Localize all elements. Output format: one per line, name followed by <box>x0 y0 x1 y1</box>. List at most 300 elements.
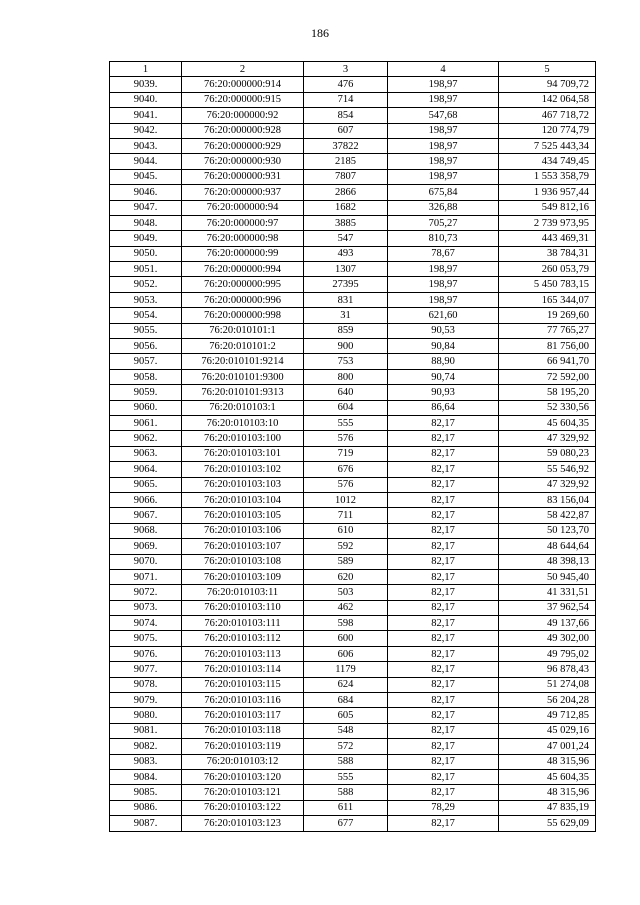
rate-cell: 198,97 <box>388 77 499 92</box>
value-cell: 58 422,87 <box>499 508 596 523</box>
row-number-cell: 9069. <box>110 539 182 554</box>
area-cell: 2866 <box>304 185 388 200</box>
cadastral-number-cell: 76:20:010103:101 <box>182 446 304 461</box>
rate-cell: 82,17 <box>388 816 499 831</box>
row-number-cell: 9076. <box>110 646 182 661</box>
table-row <box>110 446 596 461</box>
row-number-cell: 9042. <box>110 123 182 138</box>
row-number-cell: 9048. <box>110 215 182 230</box>
table-row <box>110 600 596 615</box>
area-cell: 714 <box>304 92 388 107</box>
rate-cell: 675,84 <box>388 185 499 200</box>
value-cell: 7 525 443,34 <box>499 138 596 153</box>
table-row <box>110 369 596 384</box>
area-cell: 624 <box>304 677 388 692</box>
table-row <box>110 185 596 200</box>
rate-cell: 82,17 <box>388 754 499 769</box>
row-number-cell: 9051. <box>110 262 182 277</box>
rate-cell: 198,97 <box>388 154 499 169</box>
row-number-cell: 9062. <box>110 431 182 446</box>
rate-cell: 90,93 <box>388 385 499 400</box>
cadastral-number-cell: 76:20:000000:92 <box>182 108 304 123</box>
table-row <box>110 816 596 831</box>
value-cell: 48 398,13 <box>499 554 596 569</box>
rate-cell: 82,17 <box>388 739 499 754</box>
value-cell: 77 765,27 <box>499 323 596 338</box>
row-number-cell: 9078. <box>110 677 182 692</box>
cadastral-number-cell: 76:20:010103:109 <box>182 569 304 584</box>
rate-cell: 82,17 <box>388 539 499 554</box>
row-number-cell: 9061. <box>110 415 182 430</box>
value-cell: 49 137,66 <box>499 616 596 631</box>
cadastral-number-cell: 76:20:000000:996 <box>182 292 304 307</box>
rate-cell: 90,53 <box>388 323 499 338</box>
table-row <box>110 277 596 292</box>
row-number-cell: 9066. <box>110 492 182 507</box>
rate-cell: 78,29 <box>388 800 499 815</box>
rate-cell: 198,97 <box>388 292 499 307</box>
row-number-cell: 9074. <box>110 616 182 631</box>
rate-cell: 82,17 <box>388 631 499 646</box>
row-number-cell: 9052. <box>110 277 182 292</box>
area-cell: 711 <box>304 508 388 523</box>
area-cell: 462 <box>304 600 388 615</box>
cadastral-number-cell: 76:20:010103:12 <box>182 754 304 769</box>
cadastral-number-cell: 76:20:000000:99 <box>182 246 304 261</box>
area-cell: 854 <box>304 108 388 123</box>
value-cell: 59 080,23 <box>499 446 596 461</box>
column-header-3: 3 <box>304 62 388 77</box>
area-cell: 800 <box>304 369 388 384</box>
rate-cell: 82,17 <box>388 554 499 569</box>
value-cell: 49 712,85 <box>499 708 596 723</box>
rate-cell: 82,17 <box>388 523 499 538</box>
table-row <box>110 385 596 400</box>
cadastral-number-cell: 76:20:000000:937 <box>182 185 304 200</box>
row-number-cell: 9065. <box>110 477 182 492</box>
table-body <box>110 77 596 831</box>
area-cell: 555 <box>304 415 388 430</box>
value-cell: 47 001,24 <box>499 739 596 754</box>
value-cell: 72 592,00 <box>499 369 596 384</box>
value-cell: 48 315,96 <box>499 785 596 800</box>
rate-cell: 82,17 <box>388 646 499 661</box>
value-cell: 260 053,79 <box>499 262 596 277</box>
cadastral-number-cell: 76:20:010103:122 <box>182 800 304 815</box>
table-row <box>110 693 596 708</box>
rate-cell: 810,73 <box>388 231 499 246</box>
table-row <box>110 631 596 646</box>
row-number-cell: 9068. <box>110 523 182 538</box>
cadastral-number-cell: 76:20:010103:121 <box>182 785 304 800</box>
rate-cell: 82,17 <box>388 785 499 800</box>
cadastral-number-cell: 76:20:000000:994 <box>182 262 304 277</box>
cadastral-number-cell: 76:20:010101:1 <box>182 323 304 338</box>
table-row <box>110 769 596 784</box>
page-number: 186 <box>311 26 329 40</box>
table-row <box>110 354 596 369</box>
area-cell: 1179 <box>304 662 388 677</box>
cadastral-number-cell: 76:20:000000:915 <box>182 92 304 107</box>
table-row <box>110 723 596 738</box>
value-cell: 467 718,72 <box>499 108 596 123</box>
column-header-5: 5 <box>499 62 596 77</box>
rate-cell: 82,17 <box>388 415 499 430</box>
table-row <box>110 508 596 523</box>
cadastral-number-cell: 76:20:000000:98 <box>182 231 304 246</box>
rate-cell: 90,84 <box>388 339 499 354</box>
value-cell: 47 835,19 <box>499 800 596 815</box>
row-number-cell: 9081. <box>110 723 182 738</box>
rate-cell: 198,97 <box>388 262 499 277</box>
row-number-cell: 9085. <box>110 785 182 800</box>
table-row <box>110 262 596 277</box>
table-row <box>110 231 596 246</box>
rate-cell: 82,17 <box>388 600 499 615</box>
value-cell: 142 064,58 <box>499 92 596 107</box>
rate-cell: 705,27 <box>388 215 499 230</box>
value-cell: 37 962,54 <box>499 600 596 615</box>
value-cell: 55 629,09 <box>499 816 596 831</box>
value-cell: 45 604,35 <box>499 415 596 430</box>
rate-cell: 82,17 <box>388 677 499 692</box>
value-cell: 96 878,43 <box>499 662 596 677</box>
area-cell: 1682 <box>304 200 388 215</box>
table-row <box>110 92 596 107</box>
row-number-cell: 9082. <box>110 739 182 754</box>
row-number-cell: 9072. <box>110 585 182 600</box>
table-row <box>110 677 596 692</box>
table-row <box>110 523 596 538</box>
cadastral-number-cell: 76:20:010103:1 <box>182 400 304 415</box>
cadastral-number-cell: 76:20:010103:106 <box>182 523 304 538</box>
area-cell: 548 <box>304 723 388 738</box>
cadastral-number-cell: 76:20:010103:123 <box>182 816 304 831</box>
value-cell: 50 123,70 <box>499 523 596 538</box>
table-row <box>110 339 596 354</box>
table-row <box>110 785 596 800</box>
value-cell: 81 756,00 <box>499 339 596 354</box>
row-number-cell: 9050. <box>110 246 182 261</box>
area-cell: 588 <box>304 754 388 769</box>
area-cell: 606 <box>304 646 388 661</box>
value-cell: 434 749,45 <box>499 154 596 169</box>
value-cell: 58 195,20 <box>499 385 596 400</box>
cadastral-number-cell: 76:20:010103:108 <box>182 554 304 569</box>
rate-cell: 326,88 <box>388 200 499 215</box>
column-header-4: 4 <box>388 62 499 77</box>
area-cell: 1307 <box>304 262 388 277</box>
table-row <box>110 662 596 677</box>
table-row <box>110 200 596 215</box>
area-cell: 677 <box>304 816 388 831</box>
area-cell: 859 <box>304 323 388 338</box>
cadastral-number-cell: 76:20:010103:10 <box>182 415 304 430</box>
cadastral-number-cell: 76:20:010101:9300 <box>182 369 304 384</box>
area-cell: 547 <box>304 231 388 246</box>
row-number-cell: 9055. <box>110 323 182 338</box>
value-cell: 41 331,51 <box>499 585 596 600</box>
table-row <box>110 108 596 123</box>
area-cell: 600 <box>304 631 388 646</box>
table-row <box>110 585 596 600</box>
table-row <box>110 431 596 446</box>
row-number-cell: 9059. <box>110 385 182 400</box>
area-cell: 588 <box>304 785 388 800</box>
row-number-cell: 9040. <box>110 92 182 107</box>
area-cell: 610 <box>304 523 388 538</box>
table-row <box>110 138 596 153</box>
cadastral-number-cell: 76:20:000000:995 <box>182 277 304 292</box>
cadastral-number-cell: 76:20:010103:105 <box>182 508 304 523</box>
value-cell: 45 029,16 <box>499 723 596 738</box>
area-cell: 676 <box>304 462 388 477</box>
value-cell: 19 269,60 <box>499 308 596 323</box>
rate-cell: 82,17 <box>388 477 499 492</box>
area-cell: 592 <box>304 539 388 554</box>
area-cell: 589 <box>304 554 388 569</box>
area-cell: 3885 <box>304 215 388 230</box>
row-number-cell: 9087. <box>110 816 182 831</box>
area-cell: 607 <box>304 123 388 138</box>
area-cell: 604 <box>304 400 388 415</box>
cadastral-number-cell: 76:20:010103:100 <box>182 431 304 446</box>
table-row <box>110 646 596 661</box>
rate-cell: 621,60 <box>388 308 499 323</box>
value-cell: 49 302,00 <box>499 631 596 646</box>
table-row <box>110 154 596 169</box>
cadastral-number-cell: 76:20:010103:110 <box>182 600 304 615</box>
row-number-cell: 9056. <box>110 339 182 354</box>
area-cell: 31 <box>304 308 388 323</box>
row-number-cell: 9039. <box>110 77 182 92</box>
rate-cell: 82,17 <box>388 585 499 600</box>
value-cell: 165 344,07 <box>499 292 596 307</box>
row-number-cell: 9054. <box>110 308 182 323</box>
cadastral-number-cell: 76:20:000000:931 <box>182 169 304 184</box>
cadastral-number-cell: 76:20:010103:119 <box>182 739 304 754</box>
table-row <box>110 415 596 430</box>
row-number-cell: 9057. <box>110 354 182 369</box>
rate-cell: 82,17 <box>388 693 499 708</box>
rate-cell: 198,97 <box>388 92 499 107</box>
row-number-cell: 9077. <box>110 662 182 677</box>
area-cell: 719 <box>304 446 388 461</box>
cadastral-number-cell: 76:20:010103:111 <box>182 616 304 631</box>
table-row <box>110 462 596 477</box>
value-cell: 83 156,04 <box>499 492 596 507</box>
cadastral-number-cell: 76:20:010103:104 <box>182 492 304 507</box>
row-number-cell: 9047. <box>110 200 182 215</box>
row-number-cell: 9071. <box>110 569 182 584</box>
value-cell: 47 329,92 <box>499 431 596 446</box>
value-cell: 94 709,72 <box>499 77 596 92</box>
value-cell: 1 936 957,44 <box>499 185 596 200</box>
area-cell: 503 <box>304 585 388 600</box>
cadastral-number-cell: 76:20:000000:914 <box>182 77 304 92</box>
table-row <box>110 754 596 769</box>
row-number-cell: 9086. <box>110 800 182 815</box>
table-row <box>110 308 596 323</box>
area-cell: 620 <box>304 569 388 584</box>
rate-cell: 198,97 <box>388 277 499 292</box>
cadastral-number-cell: 76:20:010103:120 <box>182 769 304 784</box>
area-cell: 555 <box>304 769 388 784</box>
area-cell: 831 <box>304 292 388 307</box>
rate-cell: 82,17 <box>388 492 499 507</box>
table-row <box>110 477 596 492</box>
area-cell: 2185 <box>304 154 388 169</box>
area-cell: 572 <box>304 739 388 754</box>
value-cell: 56 204,28 <box>499 693 596 708</box>
value-cell: 2 739 973,95 <box>499 215 596 230</box>
rate-cell: 86,64 <box>388 400 499 415</box>
row-number-cell: 9053. <box>110 292 182 307</box>
rate-cell: 82,17 <box>388 723 499 738</box>
value-cell: 51 274,08 <box>499 677 596 692</box>
value-cell: 48 644,64 <box>499 539 596 554</box>
area-cell: 493 <box>304 246 388 261</box>
column-header-1: 1 <box>110 62 182 77</box>
rate-cell: 78,67 <box>388 246 499 261</box>
area-cell: 1012 <box>304 492 388 507</box>
value-cell: 1 553 358,79 <box>499 169 596 184</box>
cadastral-number-cell: 76:20:000000:928 <box>182 123 304 138</box>
cadastral-number-cell: 76:20:010101:9313 <box>182 385 304 400</box>
cadastral-number-cell: 76:20:010103:103 <box>182 477 304 492</box>
table-row <box>110 215 596 230</box>
rate-cell: 82,17 <box>388 708 499 723</box>
cadastral-number-cell: 76:20:010103:118 <box>182 723 304 738</box>
cadastral-number-cell: 76:20:010103:112 <box>182 631 304 646</box>
area-cell: 605 <box>304 708 388 723</box>
rate-cell: 547,68 <box>388 108 499 123</box>
row-number-cell: 9064. <box>110 462 182 477</box>
row-number-cell: 9058. <box>110 369 182 384</box>
rate-cell: 82,17 <box>388 508 499 523</box>
value-cell: 549 812,16 <box>499 200 596 215</box>
column-header-2: 2 <box>182 62 304 77</box>
rate-cell: 90,74 <box>388 369 499 384</box>
table-row <box>110 123 596 138</box>
cadastral-number-cell: 76:20:010103:114 <box>182 662 304 677</box>
row-number-cell: 9063. <box>110 446 182 461</box>
value-cell: 45 604,35 <box>499 769 596 784</box>
cadastral-number-cell: 76:20:000000:930 <box>182 154 304 169</box>
table-row <box>110 246 596 261</box>
value-cell: 48 315,96 <box>499 754 596 769</box>
cadastral-number-cell: 76:20:010103:116 <box>182 693 304 708</box>
rate-cell: 82,17 <box>388 569 499 584</box>
rate-cell: 198,97 <box>388 169 499 184</box>
table-row <box>110 323 596 338</box>
row-number-cell: 9084. <box>110 769 182 784</box>
area-cell: 900 <box>304 339 388 354</box>
cadastral-number-cell: 76:20:010101:9214 <box>182 354 304 369</box>
area-cell: 598 <box>304 616 388 631</box>
row-number-cell: 9041. <box>110 108 182 123</box>
cadastral-number-cell: 76:20:010103:11 <box>182 585 304 600</box>
rate-cell: 82,17 <box>388 616 499 631</box>
cadastral-number-cell: 76:20:000000:94 <box>182 200 304 215</box>
area-cell: 37822 <box>304 138 388 153</box>
value-cell: 50 945,40 <box>499 569 596 584</box>
rate-cell: 88,90 <box>388 354 499 369</box>
cadastral-number-cell: 76:20:010101:2 <box>182 339 304 354</box>
row-number-cell: 9043. <box>110 138 182 153</box>
table-row <box>110 492 596 507</box>
table-row <box>110 539 596 554</box>
rate-cell: 82,17 <box>388 769 499 784</box>
area-cell: 684 <box>304 693 388 708</box>
table-row <box>110 739 596 754</box>
value-cell: 49 795,02 <box>499 646 596 661</box>
value-cell: 120 774,79 <box>499 123 596 138</box>
rate-cell: 198,97 <box>388 123 499 138</box>
table-row <box>110 169 596 184</box>
cadastral-number-cell: 76:20:010103:113 <box>182 646 304 661</box>
table-row <box>110 708 596 723</box>
table-row <box>110 77 596 92</box>
area-cell: 27395 <box>304 277 388 292</box>
table-row <box>110 554 596 569</box>
value-cell: 66 941,70 <box>499 354 596 369</box>
cadastral-number-cell: 76:20:000000:929 <box>182 138 304 153</box>
value-cell: 47 329,92 <box>499 477 596 492</box>
cadastral-number-cell: 76:20:010103:102 <box>182 462 304 477</box>
cadastral-number-cell: 76:20:010103:117 <box>182 708 304 723</box>
cadastral-number-cell: 76:20:010103:115 <box>182 677 304 692</box>
data-table <box>109 61 596 832</box>
value-cell: 5 450 783,15 <box>499 277 596 292</box>
table-header-row <box>110 62 596 77</box>
row-number-cell: 9060. <box>110 400 182 415</box>
area-cell: 576 <box>304 431 388 446</box>
rate-cell: 82,17 <box>388 446 499 461</box>
cadastral-number-cell: 76:20:000000:97 <box>182 215 304 230</box>
row-number-cell: 9070. <box>110 554 182 569</box>
value-cell: 38 784,31 <box>499 246 596 261</box>
row-number-cell: 9049. <box>110 231 182 246</box>
area-cell: 611 <box>304 800 388 815</box>
rate-cell: 198,97 <box>388 138 499 153</box>
value-cell: 52 330,56 <box>499 400 596 415</box>
table-row <box>110 616 596 631</box>
row-number-cell: 9067. <box>110 508 182 523</box>
area-cell: 476 <box>304 77 388 92</box>
row-number-cell: 9075. <box>110 631 182 646</box>
rate-cell: 82,17 <box>388 662 499 677</box>
area-cell: 640 <box>304 385 388 400</box>
cadastral-number-cell: 76:20:000000:998 <box>182 308 304 323</box>
value-cell: 443 469,31 <box>499 231 596 246</box>
rate-cell: 82,17 <box>388 462 499 477</box>
row-number-cell: 9083. <box>110 754 182 769</box>
table-row <box>110 292 596 307</box>
row-number-cell: 9044. <box>110 154 182 169</box>
row-number-cell: 9079. <box>110 693 182 708</box>
row-number-cell: 9045. <box>110 169 182 184</box>
row-number-cell: 9046. <box>110 185 182 200</box>
area-cell: 7807 <box>304 169 388 184</box>
table-row <box>110 400 596 415</box>
row-number-cell: 9080. <box>110 708 182 723</box>
table-row <box>110 569 596 584</box>
row-number-cell: 9073. <box>110 600 182 615</box>
table-row <box>110 800 596 815</box>
area-cell: 576 <box>304 477 388 492</box>
value-cell: 55 546,92 <box>499 462 596 477</box>
